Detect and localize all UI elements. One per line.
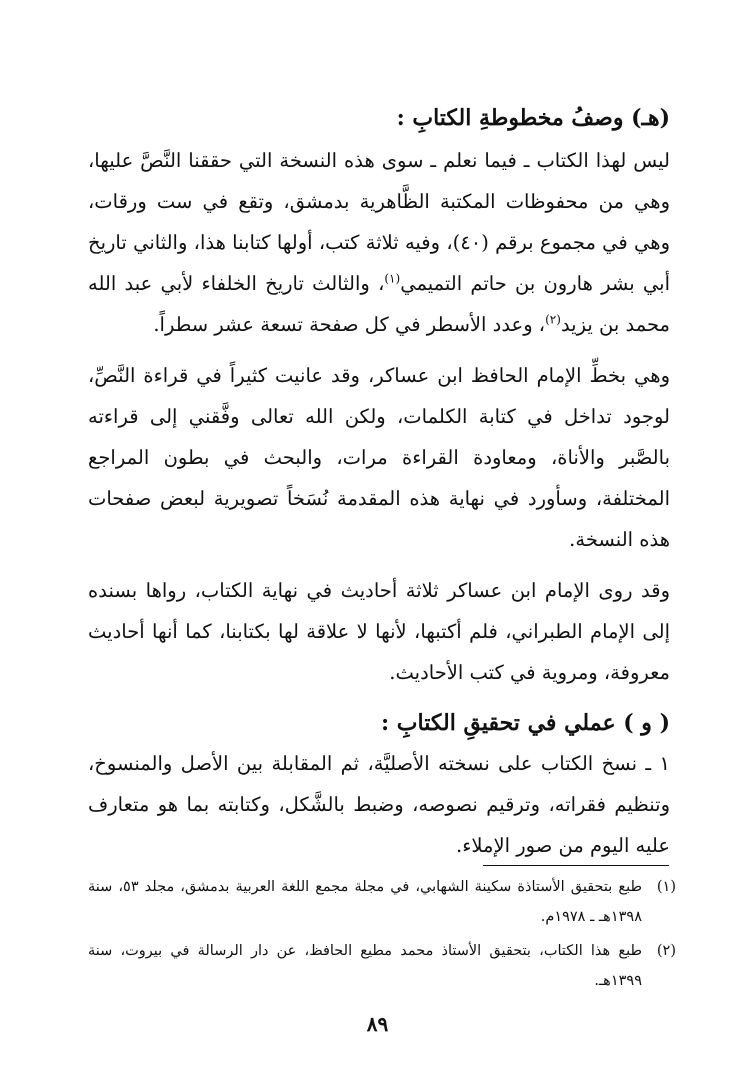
footnotes-block: [88, 872, 676, 996]
list-item-work-1: ١ ـ نسخ الكتاب على نسخته الأصليَّة، ثم المقابلة بين الأصل والمنسوخ، وتنظيم فقراته، وترقيم نصوصه، وضبط بالشَّكل، وكتابته بما هو متعارف عليه اليوم من صور الإملاء.: [88, 752, 670, 857]
paragraph-text-part1: ليس لهذا الكتاب ـ فيما نعلم ـ سوى هذه النسخة التي حققنا النَّصَّ عليها، وهي من محفوظات المكتبة الظَّاهرية بدمشق، وتقع في ست ورقات، وهي في مجموع برقم (٤٠)، وفيه ثلاثة كتب، أولها كتابنا هذا، والثاني تاريخ أبي بشر هارون بن حاتم التميمي: [88, 149, 671, 295]
section-heading-description: (هـ) وصفُ مخطوطةِ الكتابِ :: [396, 105, 670, 131]
footnote-2: [88, 936, 676, 996]
footnote-number: (١): [656, 879, 676, 895]
footnote-reference-2: (٢): [545, 312, 561, 327]
paragraph-text-part2: ، والثالث تاريخ الخلفاء لأبي عبد الله محمد بن يزيد: [88, 272, 670, 336]
footnote-text: طبع هذا الكتاب، بتحقيق الأستاذ محمد مطيع الحافظ، عن دار الرسالة في بيروت، سنة ١٣٩٩هـ.: [88, 943, 642, 989]
section-heading-my-work: ( و ) عملي في تحقيقِ الكتابِ :: [381, 710, 670, 736]
paragraph-text-part3: ، وعدد الأسطر في كل صفحة تسعة عشر سطراً.: [153, 313, 546, 336]
page-number: ٨٩: [366, 1012, 389, 1036]
footnote-number: (٢): [656, 943, 676, 959]
footnote-1: [88, 872, 676, 932]
paragraph-handwriting: وهي بخطِّ الإمام الحافظ ابن عساكر، وقد عانيت كثيراً في قراءة النَّصِّ، لوجود تداخل في كتابة الكلمات، ولكن الله تعالى وفَّقني إلى قراءته بالصَّبر والأناة، ومعاودة القراءة مرات، والبحث في بطون المراجع المختلفة، وسأورد في نهاية هذه المقدمة نُسَخاً تصويرية لبعض صفحات هذه النسخة.: [88, 364, 670, 551]
main-text-block: [88, 98, 670, 866]
footnote-divider: [483, 865, 669, 866]
paragraph-manuscript-description: [88, 140, 670, 345]
footnote-reference-1: (١): [384, 271, 401, 286]
footnote-text: طبع بتحقيق الأستاذة سكينة الشهابي، في مجلة مجمع اللغة العربية بدمشق، مجلد ٥٣، سنة ١٣٩٨هـ ـ ١٩٧٨م.: [88, 879, 643, 925]
paragraph-hadiths: وقد روى الإمام ابن عساكر ثلاثة أحاديث في نهاية الكتاب، رواها بسنده إلى الإمام الطبراني، فلم أكتبها، لأنها لا علاقة لها بكتابنا، كما أنها أحاديث معروفة، ومروية في كتب الأحاديث.: [88, 579, 670, 684]
